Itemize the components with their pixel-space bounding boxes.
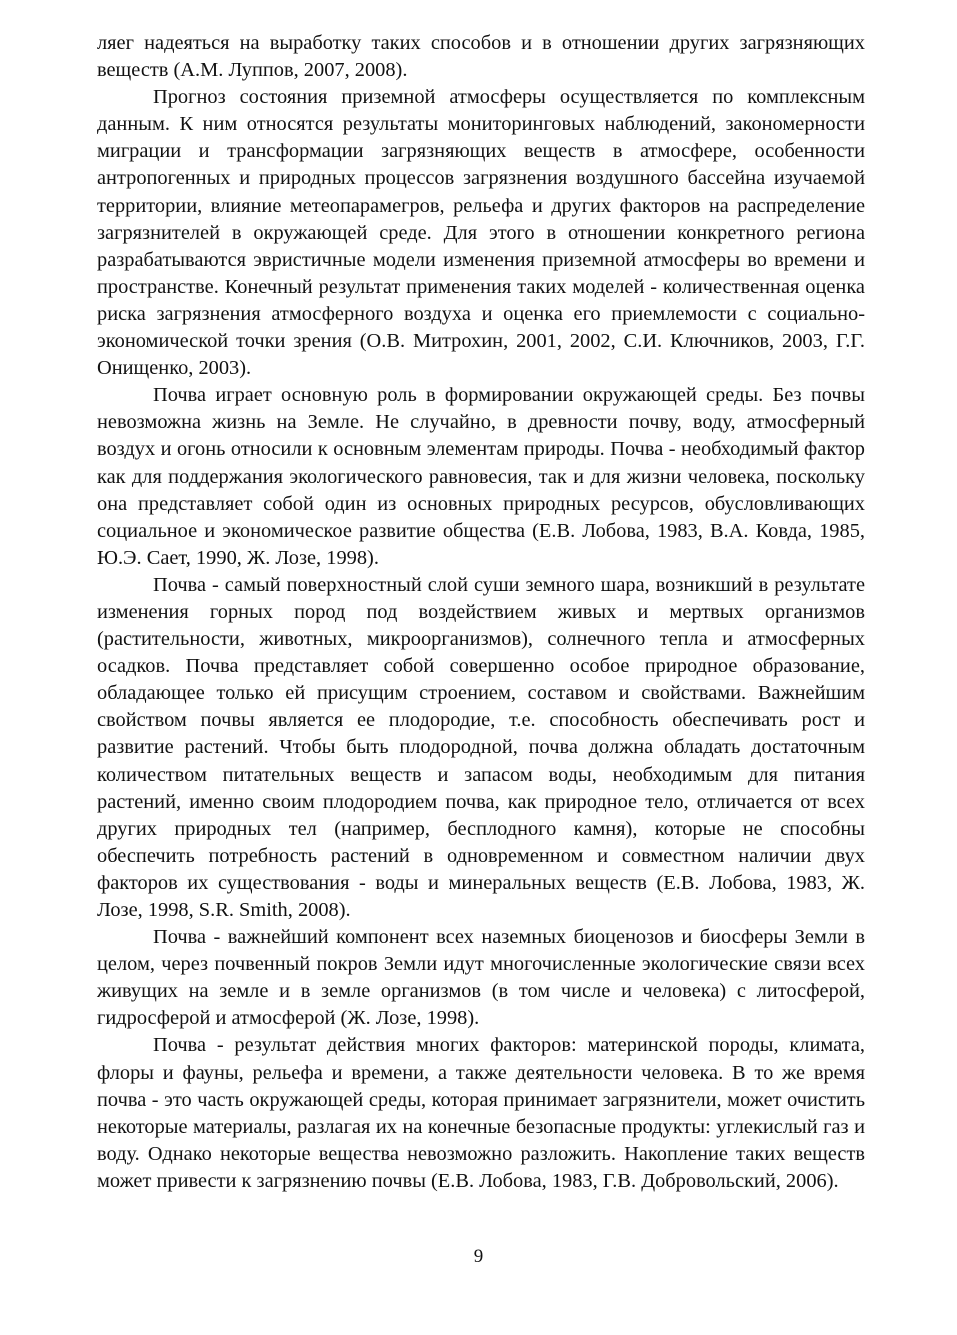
page-number: 9: [473, 1246, 484, 1267]
paragraph-soil-role: Почва играет основную роль в формировании окружающей среды. Без почвы невозможна жизнь на Земле. Не случайно, в древности почву, воду, атмосферный воздух и огонь относили к основным элементам природы. Почва - необходимый фактор как для поддержания экологического равновесия, так и для жизни человека, поскольку она представляет собой один из основных природных ресурсов, обусловливающих социальное и экономическое развитие общества (Е.В. Лобова, 1983, В.А. Ковда, 1985, Ю.Э. Сает, 1990, Ж. Лозе, 1998).: [97, 384, 865, 569]
paragraph-soil-factors: Почва - результат действия многих факторов: материнской породы, климата, флоры и фауны, рельефа и времени, а также деятельности человека. В то же время почва - это часть окружающей среды, которая принимает загрязнители, может очистить некоторые материалы, разлагая их на конечные безопасные продукты: углекислый газ и воду. Однако некоторые вещества невозможно разложить. Накопление таких веществ может привести к загрязнению почвы (Е.В. Лобова, 1983, Г.В. Добровольский, 2006).: [97, 1034, 865, 1192]
paragraph-continuation: ляег надеяться на выработку таких способов и в отношении других загрязняющих веществ (А.М. Луппов, 2007, 2008).: [97, 32, 865, 82]
paragraph-soil-definition: Почва - самый поверхностный слой суши земного шара, возникший в результате изменения горных пород под воздействием живых и мертвых организмов (растительности, животных, микроорганизмов), солнечного тепла и атмосферных осадков. Почва представляет собой совершенно особое природное образование, обладающее только ей присущим строением, составом и свойствами. Важнейшим свойством почвы является ее плодородие, т.е. способность обеспечивать рост и развитие растений. Чтобы быть плодородной, почва должна обладать достаточным количеством питательных веществ и запасом воды, необходимым для питания растений, именно своим плодородием почва, как природное тело, отличается от всех других природных тел (например, бесплодного камня), которые не способны обеспечить потребность растений в одновременном и совместном наличии двух факторов их существования - воды и минеральных веществ (Е.В. Лобова, 1983, Ж. Лозе, 1998, S.R. Smith, 2008).: [97, 573, 865, 921]
document-body: [97, 30, 865, 1195]
paragraph-soil-component: Почва - важнейший компонент всех наземных биоценозов и биосферы Земли в целом, через почвенный покров Земли идут многочисленные экологические связи всех живущих на земле и в земле организмов (в том числе и человека) с литосферой, гидросферой и атмосферой (Ж. Лозе, 1998).: [97, 926, 865, 1030]
paragraph-atmosphere-forecast: Прогноз состояния приземной атмосферы осуществляется по комплексным данным. К ним относятся результаты мониторинговых наблюдений, закономерности миграции и трансформации загрязняющих веществ в атмосфере, особенности антропогенных и природных процессов загрязнения воздушного бассейна изучаемой территории, влияние метеопарамегров, рельефа и других факторов на распределение загрязнителей в окружающей среде. Для этого в отношении конкретного региона разрабатываются эвристичные модели изменения приземной атмосферы во времени и пространстве. Конечный результат применения таких моделей - количественная оценка риска загрязнения атмосферного воздуха и оценка его приемлемости с социально-экономической точки зрения (О.В. Митрохин, 2001, 2002, С.И. Ключников, 2003, Г.Г. Онищенко, 2003).: [97, 86, 865, 380]
